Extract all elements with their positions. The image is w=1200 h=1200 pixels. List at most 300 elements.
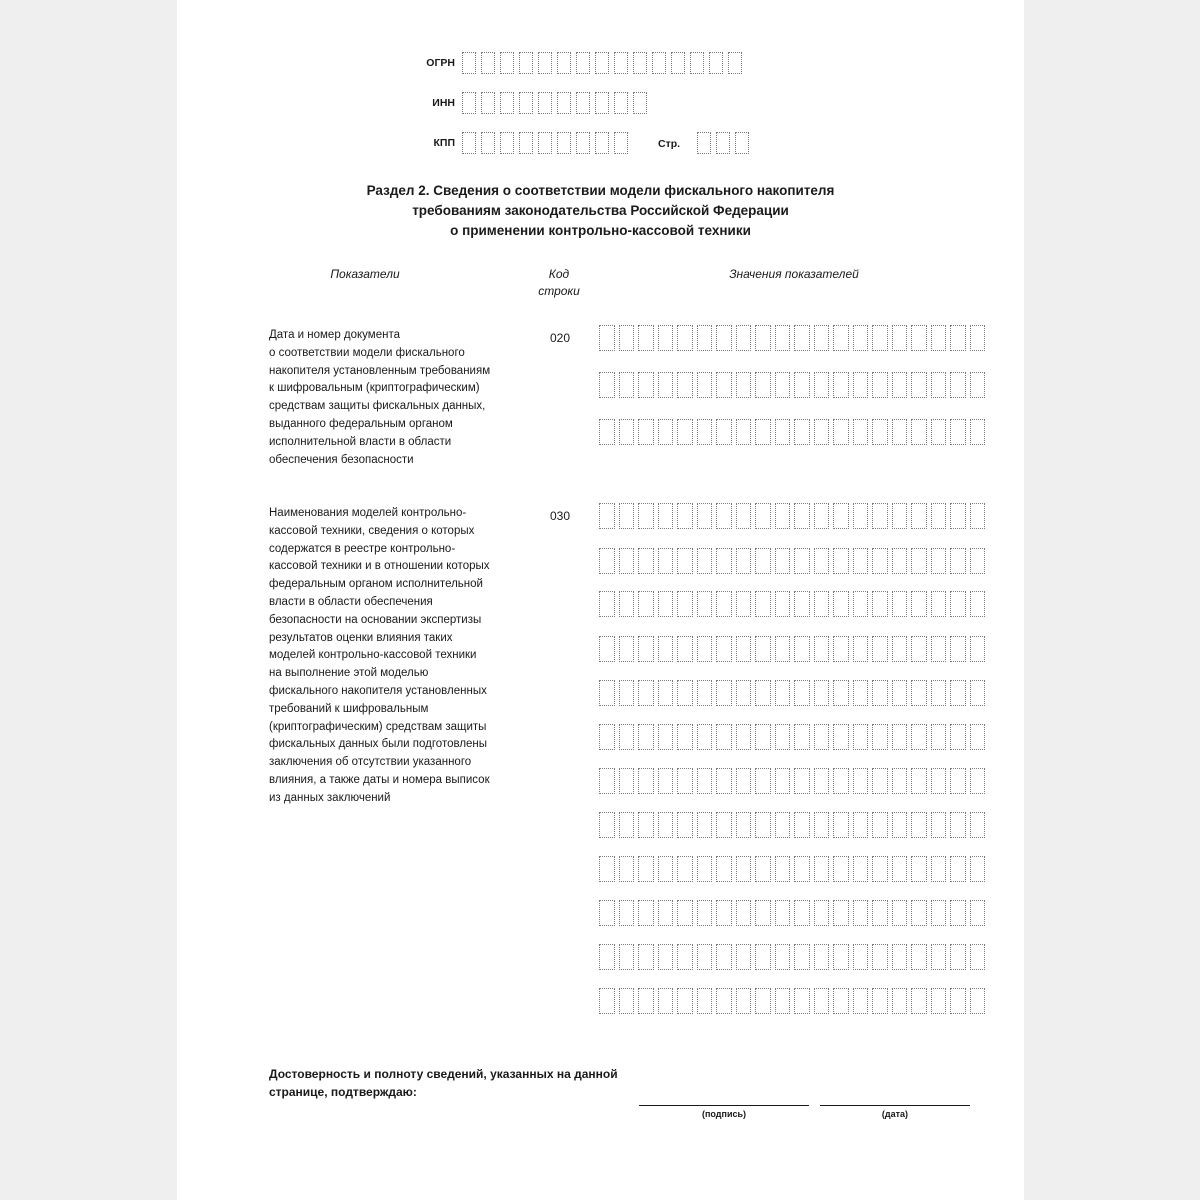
character-cell[interactable] [697, 419, 713, 445]
character-cell[interactable] [736, 325, 752, 351]
character-cell[interactable] [619, 768, 635, 794]
character-cell[interactable] [671, 52, 685, 74]
character-cell[interactable] [950, 988, 966, 1014]
character-cell[interactable] [736, 680, 752, 706]
character-cell[interactable] [931, 900, 947, 926]
character-cell[interactable] [970, 680, 986, 706]
character-cell[interactable] [619, 856, 635, 882]
character-cell[interactable] [755, 325, 771, 351]
character-cell[interactable] [775, 944, 791, 970]
character-cell[interactable] [716, 944, 732, 970]
character-cell[interactable] [677, 419, 693, 445]
character-cell[interactable] [794, 325, 810, 351]
character-cell[interactable] [638, 724, 654, 750]
character-cell[interactable] [950, 680, 966, 706]
character-cell[interactable] [794, 724, 810, 750]
character-cell[interactable] [716, 680, 732, 706]
character-cell[interactable] [633, 52, 647, 74]
character-cell[interactable] [892, 812, 908, 838]
character-cell[interactable] [481, 132, 495, 154]
character-cell[interactable] [911, 944, 927, 970]
character-cell[interactable] [892, 680, 908, 706]
character-cell[interactable] [814, 856, 830, 882]
character-cell[interactable] [658, 325, 674, 351]
character-cell[interactable] [892, 636, 908, 662]
character-cell[interactable] [911, 768, 927, 794]
character-cell[interactable] [697, 724, 713, 750]
row-030-value-row[interactable] [599, 680, 989, 706]
character-cell[interactable] [697, 325, 713, 351]
character-cell[interactable] [950, 900, 966, 926]
character-cell[interactable] [950, 856, 966, 882]
character-cell[interactable] [872, 636, 888, 662]
character-cell[interactable] [950, 812, 966, 838]
character-cell[interactable] [911, 503, 927, 529]
character-cell[interactable] [690, 52, 704, 74]
character-cell[interactable] [931, 503, 947, 529]
character-cell[interactable] [595, 52, 609, 74]
character-cell[interactable] [619, 503, 635, 529]
character-cell[interactable] [833, 944, 849, 970]
character-cell[interactable] [599, 591, 615, 617]
character-cell[interactable] [638, 768, 654, 794]
character-cell[interactable] [853, 988, 869, 1014]
character-cell[interactable] [755, 591, 771, 617]
character-cell[interactable] [970, 591, 986, 617]
character-cell[interactable] [931, 812, 947, 838]
character-cell[interactable] [853, 636, 869, 662]
character-cell[interactable] [911, 548, 927, 574]
character-cell[interactable] [931, 548, 947, 574]
character-cell[interactable] [833, 812, 849, 838]
character-cell[interactable] [950, 591, 966, 617]
character-cell[interactable] [619, 325, 635, 351]
character-cell[interactable] [970, 812, 986, 838]
character-cell[interactable] [652, 52, 666, 74]
character-cell[interactable] [833, 503, 849, 529]
character-cell[interactable] [736, 988, 752, 1014]
character-cell[interactable] [519, 132, 533, 154]
character-cell[interactable] [775, 856, 791, 882]
character-cell[interactable] [576, 52, 590, 74]
character-cell[interactable] [814, 636, 830, 662]
character-cell[interactable] [619, 944, 635, 970]
character-cell[interactable] [931, 680, 947, 706]
character-cell[interactable] [872, 372, 888, 398]
character-cell[interactable] [736, 419, 752, 445]
character-cell[interactable] [658, 900, 674, 926]
character-cell[interactable] [775, 325, 791, 351]
character-cell[interactable] [853, 812, 869, 838]
character-cell[interactable] [619, 900, 635, 926]
character-cell[interactable] [619, 724, 635, 750]
character-cell[interactable] [872, 419, 888, 445]
character-cell[interactable] [853, 856, 869, 882]
character-cell[interactable] [677, 591, 693, 617]
character-cell[interactable] [500, 92, 514, 114]
character-cell[interactable] [950, 768, 966, 794]
character-cell[interactable] [735, 132, 749, 154]
character-cell[interactable] [872, 900, 888, 926]
character-cell[interactable] [970, 724, 986, 750]
character-cell[interactable] [697, 548, 713, 574]
character-cell[interactable] [814, 591, 830, 617]
character-cell[interactable] [872, 591, 888, 617]
row-030-value-row[interactable] [599, 900, 989, 926]
character-cell[interactable] [911, 900, 927, 926]
character-cell[interactable] [970, 325, 986, 351]
character-cell[interactable] [677, 900, 693, 926]
character-cell[interactable] [697, 856, 713, 882]
character-cell[interactable] [775, 680, 791, 706]
character-cell[interactable] [658, 680, 674, 706]
character-cell[interactable] [794, 548, 810, 574]
character-cell[interactable] [814, 900, 830, 926]
character-cell[interactable] [736, 372, 752, 398]
character-cell[interactable] [970, 548, 986, 574]
character-cell[interactable] [619, 591, 635, 617]
character-cell[interactable] [557, 132, 571, 154]
character-cell[interactable] [833, 372, 849, 398]
character-cell[interactable] [794, 856, 810, 882]
character-cell[interactable] [599, 419, 615, 445]
signature-line[interactable] [639, 1105, 809, 1106]
character-cell[interactable] [755, 503, 771, 529]
character-cell[interactable] [950, 548, 966, 574]
character-cell[interactable] [892, 548, 908, 574]
character-cell[interactable] [814, 325, 830, 351]
character-cell[interactable] [736, 944, 752, 970]
row-030-value-row[interactable] [599, 724, 989, 750]
character-cell[interactable] [716, 768, 732, 794]
character-cell[interactable] [755, 680, 771, 706]
character-cell[interactable] [614, 132, 628, 154]
character-cell[interactable] [931, 591, 947, 617]
page-number-field[interactable] [697, 132, 754, 154]
character-cell[interactable] [775, 768, 791, 794]
character-cell[interactable] [755, 419, 771, 445]
character-cell[interactable] [538, 52, 552, 74]
character-cell[interactable] [853, 724, 869, 750]
character-cell[interactable] [658, 944, 674, 970]
character-cell[interactable] [931, 372, 947, 398]
character-cell[interactable] [872, 503, 888, 529]
character-cell[interactable] [716, 325, 732, 351]
character-cell[interactable] [950, 503, 966, 529]
character-cell[interactable] [638, 856, 654, 882]
character-cell[interactable] [638, 503, 654, 529]
character-cell[interactable] [950, 636, 966, 662]
character-cell[interactable] [970, 419, 986, 445]
character-cell[interactable] [658, 372, 674, 398]
character-cell[interactable] [638, 591, 654, 617]
character-cell[interactable] [814, 988, 830, 1014]
row-030-value-row[interactable] [599, 856, 989, 882]
row-030-value-row[interactable] [599, 636, 989, 662]
character-cell[interactable] [576, 132, 590, 154]
character-cell[interactable] [599, 900, 615, 926]
character-cell[interactable] [775, 988, 791, 1014]
character-cell[interactable] [633, 92, 647, 114]
character-cell[interactable] [872, 680, 888, 706]
character-cell[interactable] [794, 812, 810, 838]
character-cell[interactable] [814, 548, 830, 574]
character-cell[interactable] [538, 92, 552, 114]
character-cell[interactable] [911, 724, 927, 750]
character-cell[interactable] [557, 52, 571, 74]
character-cell[interactable] [775, 591, 791, 617]
character-cell[interactable] [911, 372, 927, 398]
character-cell[interactable] [728, 52, 742, 74]
character-cell[interactable] [794, 372, 810, 398]
character-cell[interactable] [716, 503, 732, 529]
character-cell[interactable] [677, 503, 693, 529]
character-cell[interactable] [658, 548, 674, 574]
character-cell[interactable] [716, 372, 732, 398]
character-cell[interactable] [619, 372, 635, 398]
row-030-value-row[interactable] [599, 503, 989, 529]
character-cell[interactable] [833, 856, 849, 882]
character-cell[interactable] [736, 900, 752, 926]
character-cell[interactable] [931, 325, 947, 351]
character-cell[interactable] [814, 372, 830, 398]
row-020-value-row[interactable] [599, 419, 989, 445]
character-cell[interactable] [794, 503, 810, 529]
character-cell[interactable] [872, 768, 888, 794]
character-cell[interactable] [677, 768, 693, 794]
character-cell[interactable] [716, 636, 732, 662]
character-cell[interactable] [833, 591, 849, 617]
character-cell[interactable] [970, 944, 986, 970]
character-cell[interactable] [677, 548, 693, 574]
character-cell[interactable] [697, 132, 711, 154]
character-cell[interactable] [677, 636, 693, 662]
character-cell[interactable] [775, 372, 791, 398]
character-cell[interactable] [697, 503, 713, 529]
character-cell[interactable] [599, 680, 615, 706]
character-cell[interactable] [872, 724, 888, 750]
character-cell[interactable] [931, 636, 947, 662]
character-cell[interactable] [599, 636, 615, 662]
character-cell[interactable] [892, 856, 908, 882]
character-cell[interactable] [697, 768, 713, 794]
character-cell[interactable] [677, 680, 693, 706]
character-cell[interactable] [892, 768, 908, 794]
character-cell[interactable] [595, 132, 609, 154]
character-cell[interactable] [950, 944, 966, 970]
character-cell[interactable] [716, 988, 732, 1014]
character-cell[interactable] [716, 856, 732, 882]
character-cell[interactable] [755, 372, 771, 398]
character-cell[interactable] [911, 591, 927, 617]
character-cell[interactable] [775, 419, 791, 445]
character-cell[interactable] [614, 92, 628, 114]
character-cell[interactable] [658, 591, 674, 617]
character-cell[interactable] [638, 636, 654, 662]
character-cell[interactable] [736, 768, 752, 794]
row-030-value-row[interactable] [599, 944, 989, 970]
character-cell[interactable] [931, 944, 947, 970]
character-cell[interactable] [892, 724, 908, 750]
character-cell[interactable] [970, 900, 986, 926]
character-cell[interactable] [599, 856, 615, 882]
character-cell[interactable] [970, 768, 986, 794]
character-cell[interactable] [775, 900, 791, 926]
character-cell[interactable] [892, 325, 908, 351]
character-cell[interactable] [970, 503, 986, 529]
character-cell[interactable] [755, 988, 771, 1014]
character-cell[interactable] [697, 900, 713, 926]
character-cell[interactable] [697, 812, 713, 838]
character-cell[interactable] [599, 988, 615, 1014]
character-cell[interactable] [619, 636, 635, 662]
character-cell[interactable] [970, 372, 986, 398]
character-cell[interactable] [658, 988, 674, 1014]
character-cell[interactable] [872, 988, 888, 1014]
character-cell[interactable] [892, 372, 908, 398]
character-cell[interactable] [638, 812, 654, 838]
character-cell[interactable] [599, 944, 615, 970]
character-cell[interactable] [736, 636, 752, 662]
character-cell[interactable] [736, 503, 752, 529]
character-cell[interactable] [833, 988, 849, 1014]
character-cell[interactable] [931, 768, 947, 794]
character-cell[interactable] [931, 856, 947, 882]
character-cell[interactable] [638, 988, 654, 1014]
row-030-value-row[interactable] [599, 548, 989, 574]
character-cell[interactable] [614, 52, 628, 74]
character-cell[interactable] [755, 900, 771, 926]
character-cell[interactable] [755, 636, 771, 662]
character-cell[interactable] [853, 900, 869, 926]
character-cell[interactable] [833, 325, 849, 351]
character-cell[interactable] [599, 812, 615, 838]
row-030-value-row[interactable] [599, 812, 989, 838]
character-cell[interactable] [619, 812, 635, 838]
character-cell[interactable] [638, 944, 654, 970]
character-cell[interactable] [814, 944, 830, 970]
character-cell[interactable] [950, 372, 966, 398]
character-cell[interactable] [716, 591, 732, 617]
character-cell[interactable] [697, 636, 713, 662]
character-cell[interactable] [599, 768, 615, 794]
character-cell[interactable] [697, 944, 713, 970]
character-cell[interactable] [892, 944, 908, 970]
character-cell[interactable] [872, 325, 888, 351]
character-cell[interactable] [872, 856, 888, 882]
character-cell[interactable] [892, 419, 908, 445]
character-cell[interactable] [638, 419, 654, 445]
character-cell[interactable] [970, 636, 986, 662]
character-cell[interactable] [794, 900, 810, 926]
inn-field[interactable] [462, 92, 652, 114]
row-020-value-row[interactable] [599, 372, 989, 398]
character-cell[interactable] [911, 812, 927, 838]
character-cell[interactable] [481, 52, 495, 74]
character-cell[interactable] [970, 856, 986, 882]
character-cell[interactable] [794, 944, 810, 970]
character-cell[interactable] [697, 988, 713, 1014]
character-cell[interactable] [775, 503, 791, 529]
character-cell[interactable] [794, 636, 810, 662]
character-cell[interactable] [716, 812, 732, 838]
character-cell[interactable] [677, 325, 693, 351]
character-cell[interactable] [853, 372, 869, 398]
character-cell[interactable] [736, 856, 752, 882]
character-cell[interactable] [950, 724, 966, 750]
character-cell[interactable] [658, 856, 674, 882]
character-cell[interactable] [833, 548, 849, 574]
character-cell[interactable] [500, 52, 514, 74]
character-cell[interactable] [755, 944, 771, 970]
character-cell[interactable] [619, 988, 635, 1014]
character-cell[interactable] [462, 92, 476, 114]
character-cell[interactable] [599, 325, 615, 351]
row-030-value-row[interactable] [599, 768, 989, 794]
character-cell[interactable] [638, 680, 654, 706]
character-cell[interactable] [677, 812, 693, 838]
character-cell[interactable] [619, 548, 635, 574]
character-cell[interactable] [872, 944, 888, 970]
character-cell[interactable] [892, 988, 908, 1014]
character-cell[interactable] [599, 372, 615, 398]
character-cell[interactable] [538, 132, 552, 154]
character-cell[interactable] [599, 548, 615, 574]
character-cell[interactable] [775, 812, 791, 838]
character-cell[interactable] [599, 724, 615, 750]
character-cell[interactable] [970, 988, 986, 1014]
character-cell[interactable] [519, 52, 533, 74]
character-cell[interactable] [519, 92, 533, 114]
character-cell[interactable] [755, 724, 771, 750]
character-cell[interactable] [462, 132, 476, 154]
character-cell[interactable] [775, 636, 791, 662]
row-030-value-row[interactable] [599, 591, 989, 617]
row-030-value-row[interactable] [599, 988, 989, 1014]
character-cell[interactable] [833, 680, 849, 706]
character-cell[interactable] [833, 419, 849, 445]
character-cell[interactable] [638, 325, 654, 351]
character-cell[interactable] [716, 900, 732, 926]
character-cell[interactable] [794, 988, 810, 1014]
character-cell[interactable] [755, 548, 771, 574]
character-cell[interactable] [716, 419, 732, 445]
character-cell[interactable] [658, 503, 674, 529]
character-cell[interactable] [950, 325, 966, 351]
character-cell[interactable] [833, 724, 849, 750]
character-cell[interactable] [638, 548, 654, 574]
character-cell[interactable] [677, 856, 693, 882]
character-cell[interactable] [911, 419, 927, 445]
character-cell[interactable] [814, 724, 830, 750]
character-cell[interactable] [576, 92, 590, 114]
character-cell[interactable] [892, 900, 908, 926]
character-cell[interactable] [853, 680, 869, 706]
character-cell[interactable] [716, 548, 732, 574]
character-cell[interactable] [697, 591, 713, 617]
character-cell[interactable] [638, 900, 654, 926]
character-cell[interactable] [557, 92, 571, 114]
character-cell[interactable] [697, 372, 713, 398]
character-cell[interactable] [462, 52, 476, 74]
character-cell[interactable] [892, 591, 908, 617]
ogrn-field[interactable] [462, 52, 747, 74]
character-cell[interactable] [931, 988, 947, 1014]
character-cell[interactable] [658, 812, 674, 838]
character-cell[interactable] [736, 548, 752, 574]
character-cell[interactable] [872, 548, 888, 574]
character-cell[interactable] [911, 680, 927, 706]
